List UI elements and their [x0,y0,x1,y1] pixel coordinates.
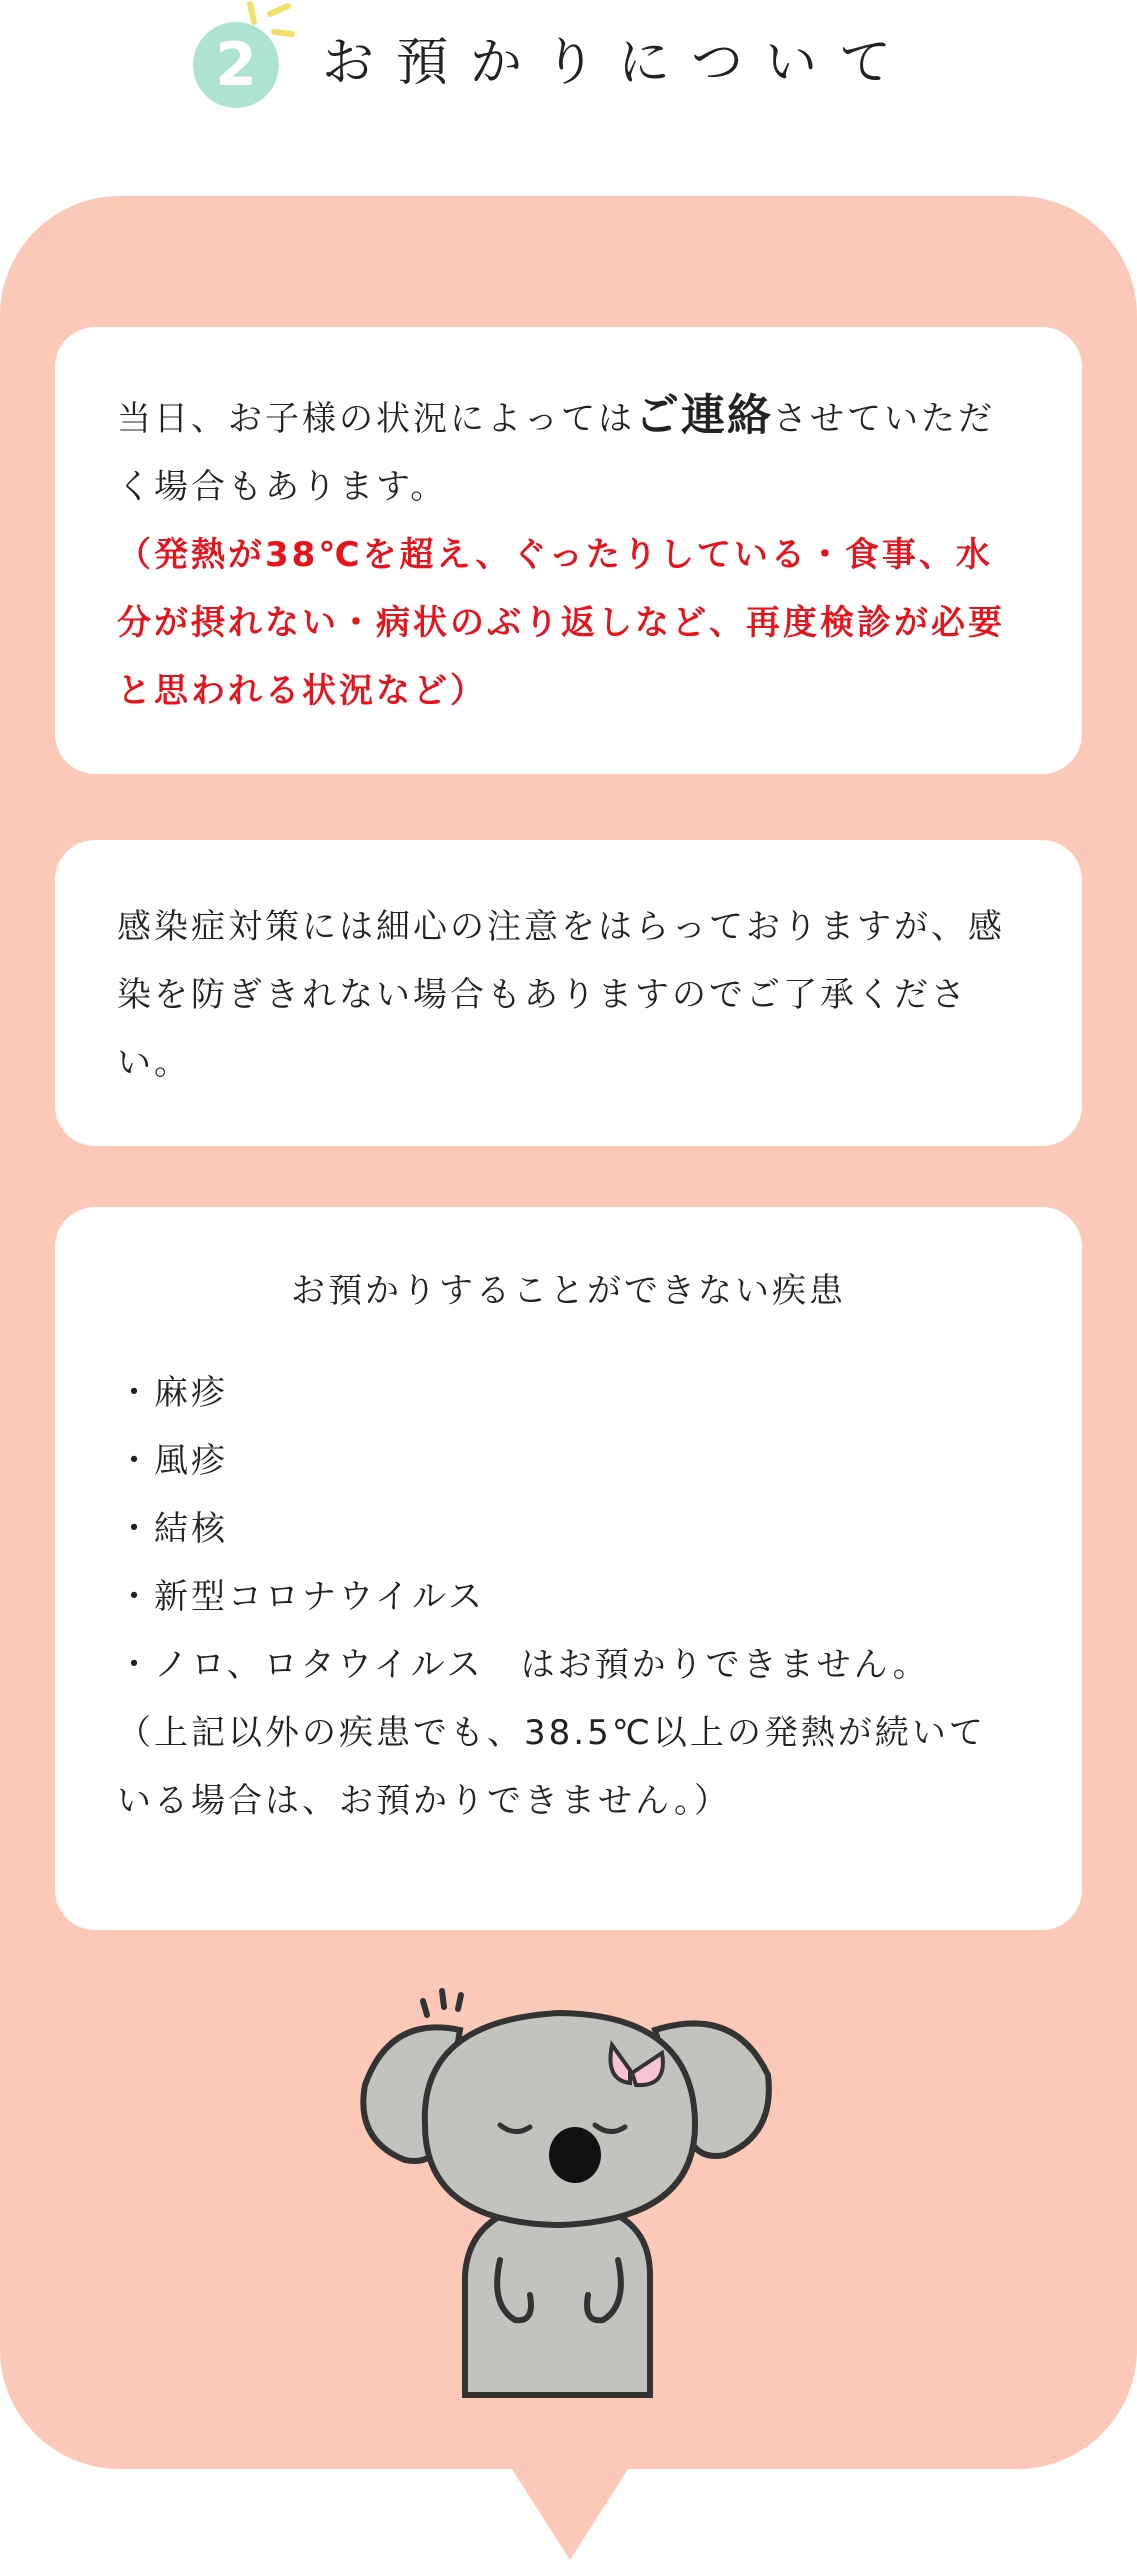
step-number: 2 [215,30,257,100]
contact-notice-text: 当日、お子様の状況によってはご連絡させていただく場合もあります。 [117,390,995,507]
list-item: ・麻疹 [117,1373,228,1413]
infection-notice-text: 感染症対策には細心の注意をはらっておりますが、感染を防ぎきれない場合もありますのでご了承ください。 [117,907,1005,1083]
list-item: ・ノロ、ロタウイルス はお預かりできません。 [117,1645,930,1685]
contact-emphasis: ご連絡 [635,390,773,441]
list-item: ・結核 [117,1509,228,1549]
page-title: お預かりについて [322,33,913,93]
step-number-badge [193,22,279,108]
contact-notice-card [55,327,1082,774]
koala-mascot-icon [350,1975,780,2400]
section-header [0,0,1137,140]
speech-pointer-icon [510,2466,630,2560]
list-item: ・風疹 [117,1441,228,1481]
excluded-diseases-title: お預かりすることができない疾患 [291,1271,846,1311]
list-item: ・新型コロナウイルス [117,1577,485,1617]
fever-note: （上記以外の疾患でも、38.5℃以上の発熱が続いている場合は、お預かりできません。） [117,1713,986,1821]
excluded-diseases-card [55,1207,1082,1930]
condition-examples-note: （発熱が38℃を超え、ぐったりしている・食事、水分が摂れない・病状のぶり返しなど、再度検診が必要と思われる状況など） [117,535,1005,711]
infection-notice-card [55,840,1082,1146]
disease-list [117,1359,1020,1699]
